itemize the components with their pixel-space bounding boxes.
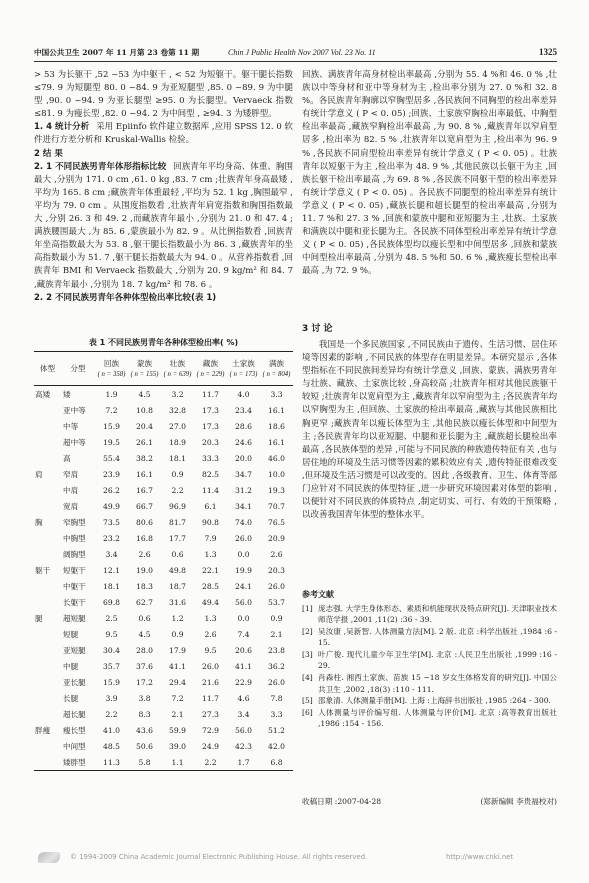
rate-cell: 24.9 bbox=[202, 741, 219, 751]
rate-cell: 9.5 bbox=[105, 629, 118, 639]
rate-cell: 2.1 bbox=[270, 629, 283, 639]
column-sample-size: ( n = 173) bbox=[229, 370, 258, 378]
header-body-type: 体型 bbox=[34, 352, 61, 386]
rate-cell: 11.4 bbox=[202, 485, 219, 495]
reference-item bbox=[302, 626, 557, 649]
rate-cell: 26.0 bbox=[235, 533, 252, 543]
rate-cell: 81.7 bbox=[169, 517, 186, 527]
table-row bbox=[34, 514, 293, 530]
table-row bbox=[34, 562, 293, 578]
rate-cell: 18.9 bbox=[169, 437, 186, 447]
rate-cell: 4.0 bbox=[237, 389, 250, 399]
table-header bbox=[34, 352, 293, 386]
rate-cell: 20.3 bbox=[268, 565, 285, 575]
reference-item bbox=[302, 695, 557, 706]
rate-cell: 6.1 bbox=[204, 501, 217, 511]
subtype-cell: 超中等 bbox=[63, 437, 86, 447]
subtype-cell: 阔胸型 bbox=[63, 549, 86, 559]
results-heading: 2 结 果 bbox=[34, 148, 63, 159]
subtype-cell: 瘦长型 bbox=[63, 725, 86, 735]
rate-cell: 80.6 bbox=[136, 517, 153, 527]
table-header-row bbox=[34, 352, 293, 386]
rate-cell: 15.9 bbox=[103, 421, 120, 431]
reference-number: [6] bbox=[302, 708, 313, 718]
reference-item bbox=[302, 649, 557, 672]
rate-cell: 26.0 bbox=[268, 677, 285, 687]
section-1-4-paragraph bbox=[34, 121, 293, 147]
subtype-cell: 矮胖型 bbox=[63, 757, 86, 767]
table-row bbox=[34, 674, 293, 690]
rate-cell: 1.3 bbox=[204, 549, 217, 559]
table-row bbox=[34, 546, 293, 562]
subtype-cell: 短躯干 bbox=[63, 565, 86, 575]
section-1-4-heading: 1. 4 统计分析 bbox=[34, 122, 90, 133]
table-row bbox=[34, 722, 293, 738]
rate-cell: 38.2 bbox=[136, 453, 153, 463]
rate-cell: 66.7 bbox=[136, 501, 153, 511]
rate-cell: 41.1 bbox=[169, 661, 186, 671]
subtype-cell: 亚长腿 bbox=[63, 677, 86, 687]
rate-cell: 17.2 bbox=[136, 677, 153, 687]
body-type-cell bbox=[34, 578, 61, 594]
header-zhuang bbox=[161, 352, 194, 386]
rate-cell: 7.2 bbox=[105, 405, 118, 415]
reference-number: [5] bbox=[302, 696, 313, 706]
reference-text: 人体测量与评价编写组. 人体测量与评价[M]. 北京 :高等教育出版社 ,1986 :154 - 156. bbox=[318, 708, 557, 729]
section-1-4-text: 采用 Epiinfo 软件建立数据库 ,应用 SPSS 12. 0 软件进行方差分析和 Kruskal-Wallis 检验。 bbox=[34, 122, 293, 146]
rate-cell: 0.9 bbox=[171, 629, 184, 639]
reference-text: 肖森柱. 湘西土家族、苗族 15 ~18 岁女生体格发育的研究[J]. 中国公共卫生 ,2002 ,18(3) :110 - 111. bbox=[318, 673, 557, 694]
reference-number: [1] bbox=[302, 604, 313, 613]
table-row bbox=[34, 690, 293, 706]
rate-cell: 3.4 bbox=[237, 709, 250, 719]
rate-cell: 56.0 bbox=[235, 597, 252, 607]
rate-cell: 53.7 bbox=[268, 597, 285, 607]
rate-cell: 15.9 bbox=[103, 677, 120, 687]
rate-cell: 2.2 bbox=[171, 485, 184, 495]
subtype-cell: 宽肩 bbox=[63, 501, 79, 511]
column-name: 藏族 bbox=[202, 358, 219, 368]
rate-cell: 18.1 bbox=[103, 581, 120, 591]
rate-cell: 55.4 bbox=[103, 453, 120, 463]
subtype-cell: 中躯干 bbox=[63, 581, 86, 591]
rate-cell: 23.2 bbox=[103, 533, 120, 543]
rate-cell: 10.0 bbox=[268, 469, 285, 479]
table-row bbox=[34, 578, 293, 594]
rate-cell: 8.3 bbox=[138, 709, 151, 719]
rate-cell: 4.6 bbox=[237, 693, 250, 703]
table-row bbox=[34, 642, 293, 658]
rate-cell: 21.6 bbox=[202, 677, 219, 687]
rate-cell: 31.2 bbox=[235, 485, 252, 495]
table-row bbox=[34, 402, 293, 418]
section-2-2-heading: 2. 2 不同民族男青年各种体型检出率比较(表 1) bbox=[34, 292, 217, 303]
rate-cell: 39.0 bbox=[169, 741, 186, 751]
rate-cell: 49.9 bbox=[103, 501, 120, 511]
subtype-cell: 中间型 bbox=[63, 741, 86, 751]
reference-item bbox=[302, 672, 557, 695]
rate-cell: 0.0 bbox=[237, 549, 250, 559]
rate-cell: 26.0 bbox=[268, 581, 285, 591]
rate-cell: 19.0 bbox=[136, 565, 153, 575]
rate-cell: 73.5 bbox=[103, 517, 120, 527]
body-type-cell bbox=[34, 658, 61, 674]
subtype-cell: 长躯干 bbox=[63, 597, 86, 607]
rate-cell: 2.1 bbox=[171, 709, 184, 719]
rate-cell: 32.8 bbox=[169, 405, 186, 415]
rate-cell: 90.8 bbox=[202, 517, 219, 527]
reference-number: [2] bbox=[302, 627, 313, 637]
rate-cell: 26.2 bbox=[103, 485, 120, 495]
body-type-cell bbox=[34, 674, 61, 690]
body-type-cell bbox=[34, 402, 61, 418]
rate-cell: 20.9 bbox=[268, 533, 285, 543]
rate-cell: 49.8 bbox=[169, 565, 186, 575]
section-2-1-text: 回族青年平均身高、体重、胸围最大 ,分别为 171. 0 cm ,61. 0 kg ,83. 7 cm ;壮族青年身高最矮 ,平均为 165. 8 cm ;藏族青年体重最轻 ,平均为 52. 1 kg ,胸围最窄 ,平均为 79. 0 cm 。从围度指数看 ,壮族青年肩宽指数和胸围指数最大 ,分别 26. 3 和 49. 2 ,而藏族青年最小 ,分别为 21. 0 和 47. 4 ;满族腰围最大 ,为 85. 6 ,蒙族最小为 82. 9 。从比例指数看 ,回族青年坐高指数最大为 53. 8 ,躯干腿长指数最小为 86. 3 ,藏族青年的坐高指数最小为 51. 7 ,躯干腿长指数最大为 94. 0 。从营养指数看 ,回族青年 BMI 和 Vervaeck 指数最大 ,分别为 20. 9 kg/m² 和 84. 7 ,藏族青年最小 ,分别为 18. 7 kg/m² 和 78. 6 。 bbox=[34, 161, 293, 290]
rate-cell: 41.1 bbox=[235, 661, 252, 671]
rate-cell: 74.0 bbox=[235, 517, 252, 527]
subtype-cell: 超短腿 bbox=[63, 613, 86, 623]
rate-cell: 46.0 bbox=[268, 453, 285, 463]
column-name: 回族 bbox=[103, 358, 120, 368]
rate-cell: 7.8 bbox=[270, 693, 283, 703]
rate-cell: 18.6 bbox=[268, 421, 285, 431]
subtype-cell: 亚中等 bbox=[63, 405, 86, 415]
footer-url[interactable]: http://www.cnki.net bbox=[446, 853, 514, 861]
table-row bbox=[34, 530, 293, 546]
table-row bbox=[34, 482, 293, 498]
subtype-cell: 中腿 bbox=[63, 661, 79, 671]
body-type-cell: 躯干 bbox=[35, 565, 51, 575]
rate-cell: 36.2 bbox=[268, 661, 285, 671]
rate-cell: 42.0 bbox=[268, 741, 285, 751]
rate-cell: 12.1 bbox=[103, 565, 120, 575]
subtype-cell: 窄胸型 bbox=[63, 517, 86, 527]
reference-list bbox=[302, 603, 557, 755]
rate-cell: 96.9 bbox=[169, 501, 186, 511]
rate-cell: 2.5 bbox=[105, 613, 118, 623]
rate-cell: 5.8 bbox=[138, 757, 151, 767]
rate-cell: 4.5 bbox=[138, 389, 151, 399]
rate-cell: 17.9 bbox=[169, 645, 186, 655]
rate-cell: 17.7 bbox=[169, 533, 186, 543]
column-sample-size: ( n = 155) bbox=[130, 370, 159, 378]
rate-cell: 11.3 bbox=[103, 757, 120, 767]
rate-cell: 16.8 bbox=[136, 533, 153, 543]
rate-cell: 2.6 bbox=[138, 549, 151, 559]
rate-cell: 23.8 bbox=[268, 645, 285, 655]
subtype-cell: 中肩 bbox=[63, 485, 79, 495]
subtype-cell: 窄肩 bbox=[63, 469, 79, 479]
subtype-cell: 长腿 bbox=[63, 693, 79, 703]
column-name: 土家族 bbox=[232, 358, 255, 368]
column-sample-size: ( n = 804) bbox=[262, 370, 291, 378]
column-sample-size: ( n = 229) bbox=[196, 370, 225, 378]
rate-cell: 18.3 bbox=[136, 581, 153, 591]
journal-title-en: Chin J Public Health Nov 2007 Vol. 23 No. 11 bbox=[228, 48, 376, 57]
reference-text: 庞志强. 大学生身体形态、素质和机能现状及特点研究[J]. 天津职业技术师范学报 ,2001 ,11(2) :36 - 39. bbox=[318, 604, 557, 625]
rate-cell: 69.8 bbox=[103, 597, 120, 607]
header-subtype: 分型 bbox=[61, 352, 95, 386]
header-man bbox=[260, 352, 293, 386]
rate-cell: 33.3 bbox=[202, 453, 219, 463]
rate-cell: 11.7 bbox=[202, 693, 219, 703]
rate-cell: 42.3 bbox=[235, 741, 252, 751]
rate-cell: 16.7 bbox=[136, 485, 153, 495]
rate-cell: 29.4 bbox=[169, 677, 186, 687]
reference-item bbox=[302, 603, 557, 626]
body-type-rate-table bbox=[34, 351, 293, 771]
running-header bbox=[34, 46, 557, 62]
table-row bbox=[34, 386, 293, 403]
rate-cell: 76.5 bbox=[268, 517, 285, 527]
rate-cell: 0.9 bbox=[171, 469, 184, 479]
rate-cell: 16.1 bbox=[136, 469, 153, 479]
rate-cell: 51.2 bbox=[268, 725, 285, 735]
rate-cell: 20.3 bbox=[202, 437, 219, 447]
rate-cell: 27.3 bbox=[202, 709, 219, 719]
table-row bbox=[34, 610, 293, 626]
discussion-heading: 3 讨 论 bbox=[302, 324, 333, 334]
body-type-cell bbox=[34, 594, 61, 610]
table-row bbox=[34, 434, 293, 450]
page-number: 1325 bbox=[539, 47, 557, 57]
body-type-cell: 高矮 bbox=[35, 389, 51, 399]
table-row bbox=[34, 450, 293, 466]
rate-cell: 2.6 bbox=[270, 549, 283, 559]
rate-cell: 7.2 bbox=[171, 693, 184, 703]
header-tujia bbox=[227, 352, 260, 386]
rate-cell: 7.9 bbox=[204, 533, 217, 543]
rate-cell: 28.6 bbox=[235, 421, 252, 431]
cnki-logo-icon bbox=[38, 852, 60, 863]
body-type-cell bbox=[34, 690, 61, 706]
rate-cell: 62.7 bbox=[136, 597, 153, 607]
rate-cell: 7.4 bbox=[237, 629, 250, 639]
rate-cell: 1.9 bbox=[105, 389, 118, 399]
rate-cell: 50.6 bbox=[136, 741, 153, 751]
reference-number: [3] bbox=[302, 650, 313, 660]
rate-cell: 20.6 bbox=[235, 645, 252, 655]
reference-number: [4] bbox=[302, 673, 313, 683]
rate-cell: 0.6 bbox=[171, 549, 184, 559]
left-column bbox=[34, 69, 293, 337]
rate-cell: 48.5 bbox=[103, 741, 120, 751]
table-title: 表 1 不同民族男青年各种体型检出率( %) bbox=[88, 338, 239, 347]
reference-text: 叶广俊. 现代儿童少年卫生学[M]. 北京 :人民卫生出版社 ,1999 :16 - 29. bbox=[318, 650, 557, 671]
rate-cell: 34.7 bbox=[235, 469, 252, 479]
rate-cell: 0.0 bbox=[237, 613, 250, 623]
rate-cell: 1.2 bbox=[171, 613, 184, 623]
body-type-cell: 腿 bbox=[35, 613, 43, 623]
column-name: 满族 bbox=[268, 358, 285, 368]
rate-cell: 30.4 bbox=[103, 645, 120, 655]
rate-cell: 23.4 bbox=[235, 405, 252, 415]
body-type-cell bbox=[34, 450, 61, 466]
subtype-cell: 中等 bbox=[63, 421, 79, 431]
rate-cell: 19.3 bbox=[268, 485, 285, 495]
rate-cell: 27.0 bbox=[169, 421, 186, 431]
rate-cell: 20.0 bbox=[235, 453, 252, 463]
rate-cell: 26.0 bbox=[202, 661, 219, 671]
rate-cell: 26.1 bbox=[136, 437, 153, 447]
section-2-1-paragraph bbox=[34, 161, 293, 292]
rate-cell: 20.4 bbox=[136, 421, 153, 431]
rate-cell: 37.6 bbox=[136, 661, 153, 671]
rate-cell: 18.1 bbox=[169, 453, 186, 463]
subtype-cell: 高 bbox=[63, 453, 71, 463]
body-type-cell: 胖瘦 bbox=[35, 725, 51, 735]
table-row bbox=[34, 594, 293, 610]
body-type-cell bbox=[34, 546, 61, 562]
journal-title-cn: 中国公共卫生 2007 年 11 月第 23 卷第 11 期 bbox=[34, 48, 200, 57]
table-row bbox=[34, 626, 293, 642]
rate-cell: 3.2 bbox=[171, 389, 184, 399]
body-type-cell bbox=[34, 434, 61, 450]
results-continuation-paragraph: 回族、满族青年高身材检出率最高 ,分别为 55. 4 %和 46. 0 % ,壮族以中等身材和亚中等身材为主 ,检出率分别为 27. 0 %和 32. 8 %。各民族青年胸廓以窄胸型居多 ,各民族间不同胸型的检出率差异有统计学意义 ( P < 0. 05) ;回族、土家族窄胸检出率最低、中胸型检出率最高 ,藏族窄胸检出率最高 ,为 90. 8 % ,藏族青年以窄肩型居多 ,检出率为 82. 5 % ,壮族青年以宽肩型为主 ,检出率为 96. 9 % ,各民族不同肩型检出率差异有统计学意义 ( P < 0. 05) 。壮族青年以短躯干为主 ,检出率为 48. 9 % ,其他民族以长躯干为主 ,回族长躯干检出率最高 ,为 69. 8 % ,各民族不同躯干型的检出率差异有统计学意义 ( P < 0. 05) 。各民族不同腿型的检出率差异有统计学意义 ( P < 0. 05) ,藏族长腿和超长腿型的检出率最高 ,分别为 11. 7 %和 27. 3 % ,回族和蒙族中腿和亚短腿为主 ,壮族、土家族和满族以中腿和亚长腿为主。各民族不同体型检出率差异有统计学意义 ( P < 0. 05) ,各民族体型均以瘦长型和中间型居多 ,回族和蒙族中间型检出率最高 ,分别为 48. 5 %和 50. 6 % ,藏族瘦长型检出率最高 ,为 72. 9 %。 bbox=[302, 70, 557, 277]
rate-cell: 23.9 bbox=[103, 469, 120, 479]
body-type-cell bbox=[34, 738, 61, 754]
received-line bbox=[302, 796, 557, 808]
column-sample-size: ( n = 639) bbox=[163, 370, 192, 378]
rate-cell: 59.9 bbox=[169, 725, 186, 735]
body-type-cell bbox=[34, 642, 61, 658]
rate-cell: 24.1 bbox=[235, 581, 252, 591]
page-footer bbox=[34, 851, 557, 865]
reference-text: 邵象清. 人体测量手册[M]. 上海 :上海辞书出版社 ,1985 :264 - 300. bbox=[318, 696, 551, 706]
rate-cell: 49.4 bbox=[202, 597, 219, 607]
rate-cell: 17.3 bbox=[202, 405, 219, 415]
table-row bbox=[34, 754, 293, 771]
column-sample-size: ( n = 358) bbox=[97, 370, 126, 378]
rate-cell: 3.4 bbox=[105, 549, 118, 559]
rate-cell: 0.9 bbox=[270, 613, 283, 623]
rate-cell: 3.9 bbox=[105, 693, 118, 703]
rate-cell: 10.8 bbox=[136, 405, 153, 415]
subtype-cell: 短腿 bbox=[63, 629, 79, 639]
body-type-cell bbox=[34, 626, 61, 642]
reference-item bbox=[302, 707, 557, 730]
header-meng bbox=[128, 352, 161, 386]
rate-cell: 28.0 bbox=[136, 645, 153, 655]
rate-cell: 19.9 bbox=[235, 565, 252, 575]
section-2-1-heading: 2. 1 不同民族男青年体形指标比较 bbox=[34, 161, 167, 172]
discussion-paragraph: 我国是一个多民族国家 ,不同民族由于遗传、生活习惯、居住环境等因素的影响 ,不同民族的体型存在明显差异。本研究显示 ,各体型指标在不同民族间差异均有统计学意义 ,回族、蒙族、满族男青年与壮族、藏族、土家族比较 ,身高较高 ;壮族青年相对其他民族躯干较短 ;壮族青年以宽肩型为主 ,藏族青年以窄肩型为主 ;各民族青年均以窄胸型为主 ,但回族、土家族的检出率最高 ,藏族与其他民族相比胸更窄 ;藏族青年以瘦长体型为主 ,其他民族以瘦长体型和中间型为主 ;各民族青年均以亚短腿、中腿和亚长腿为主 ,藏族超长腿检出率最高 ,各民族体型的差异 ,可能与不同民族的种族遗传特征有关 ,也与居住地的环境及生活习惯等因素的累积效应有关 ,遗传特征很难改变 ,但环境及生活习惯是可以改变的。因此 ,各级教育、卫生、体育等部门应针对不同民族的体型特征 ,进一步研究环境因素对体型的影响 ,以便针对不同民族的体质特点 ,制定切实、可行、有效的干预策略 ,以改善我国青年体型的整体水平。 bbox=[302, 340, 557, 521]
rate-cell: 2.2 bbox=[105, 709, 118, 719]
rate-cell: 2.6 bbox=[204, 629, 217, 639]
rate-cell: 6.8 bbox=[270, 757, 283, 767]
rate-cell: 1.3 bbox=[204, 613, 217, 623]
rate-cell: 41.0 bbox=[103, 725, 120, 735]
rate-cell: 24.6 bbox=[235, 437, 252, 447]
rate-cell: 17.3 bbox=[202, 421, 219, 431]
received-date: 收稿日期 :2007-04-28 bbox=[302, 797, 382, 806]
discussion-section bbox=[302, 339, 557, 583]
table-row bbox=[34, 498, 293, 514]
body-type-cell: 肩 bbox=[35, 469, 43, 479]
rate-cell: 28.5 bbox=[202, 581, 219, 591]
body-type-cell bbox=[34, 706, 61, 722]
rate-cell: 11.7 bbox=[202, 389, 219, 399]
rate-cell: 43.6 bbox=[136, 725, 153, 735]
table-row bbox=[34, 418, 293, 434]
subtype-cell: 中胸型 bbox=[63, 533, 86, 543]
rate-cell: 2.2 bbox=[204, 757, 217, 767]
table-row bbox=[34, 466, 293, 482]
rate-cell: 56.0 bbox=[235, 725, 252, 735]
rate-cell: 0.6 bbox=[138, 613, 151, 623]
rate-cell: 31.6 bbox=[169, 597, 186, 607]
header-zang bbox=[194, 352, 227, 386]
rate-cell: 70.7 bbox=[268, 501, 285, 511]
rate-cell: 34.1 bbox=[235, 501, 252, 511]
body-type-cell bbox=[34, 482, 61, 498]
subtype-cell: 矮 bbox=[63, 389, 71, 399]
rate-cell: 19.5 bbox=[103, 437, 120, 447]
body-type-cell bbox=[34, 498, 61, 514]
right-column-results bbox=[302, 69, 557, 321]
reference-text: 吴汝康 ,吴新智. 人体测量方法[M]. 2 版. 北京 :科学出版社 ,1984 :6 - 15. bbox=[318, 627, 557, 648]
rate-cell: 22.9 bbox=[235, 677, 252, 687]
table-row bbox=[34, 738, 293, 754]
rate-cell: 16.1 bbox=[268, 437, 285, 447]
rate-cell: 3.3 bbox=[270, 389, 283, 399]
column-name: 蒙族 bbox=[136, 358, 153, 368]
header-hui bbox=[95, 352, 128, 386]
rate-cell: 1.1 bbox=[171, 757, 184, 767]
table-row bbox=[34, 658, 293, 674]
rate-cell: 82.5 bbox=[202, 469, 219, 479]
criteria-paragraph: > 53 为长躯干 ,52 ~53 为中躯干 , < 52 为短躯干。躯干腿长指数 ≤79. 9 为短腿型 80. 0 ~84. 9 为亚短腿型 ,85. 0 ~89. 9 为中腿型 ,90. 0 ~94. 9 为亚长腿型 ≥95. 0 为长腿型。Vervaeck 指数 ≤81. 9 为瘦长型 ,82. 0 ~94. 2 为中间型 , ≥94. 3 为矮胖型。 bbox=[34, 70, 293, 120]
table-row bbox=[34, 706, 293, 722]
rate-cell: 3.8 bbox=[138, 693, 151, 703]
subtype-cell: 亚短腿 bbox=[63, 645, 86, 655]
rate-cell: 18.7 bbox=[169, 581, 186, 591]
body-type-cell bbox=[34, 754, 61, 771]
rate-cell: 3.3 bbox=[270, 709, 283, 719]
column-name: 壮族 bbox=[169, 358, 186, 368]
rate-cell: 16.1 bbox=[268, 405, 285, 415]
references-heading: 参考文献 bbox=[302, 590, 334, 599]
table-body bbox=[34, 386, 293, 771]
body-type-cell bbox=[34, 530, 61, 546]
rate-cell: 4.5 bbox=[138, 629, 151, 639]
body-type-cell: 胸 bbox=[35, 517, 43, 527]
rate-cell: 72.9 bbox=[202, 725, 219, 735]
copyright-notice: © 1994-2009 China Academic Journal Electronic Publishing House. All rights reserved. bbox=[70, 853, 368, 861]
rate-cell: 35.7 bbox=[103, 661, 120, 671]
subtype-cell: 超长腿 bbox=[63, 709, 86, 719]
rate-cell: 9.5 bbox=[204, 645, 217, 655]
rate-cell: 22.1 bbox=[202, 565, 219, 575]
body-type-cell bbox=[34, 418, 61, 434]
rate-cell: 1.7 bbox=[237, 757, 250, 767]
editor-credits: (郑新编辑 李贵福校对) bbox=[480, 797, 557, 806]
